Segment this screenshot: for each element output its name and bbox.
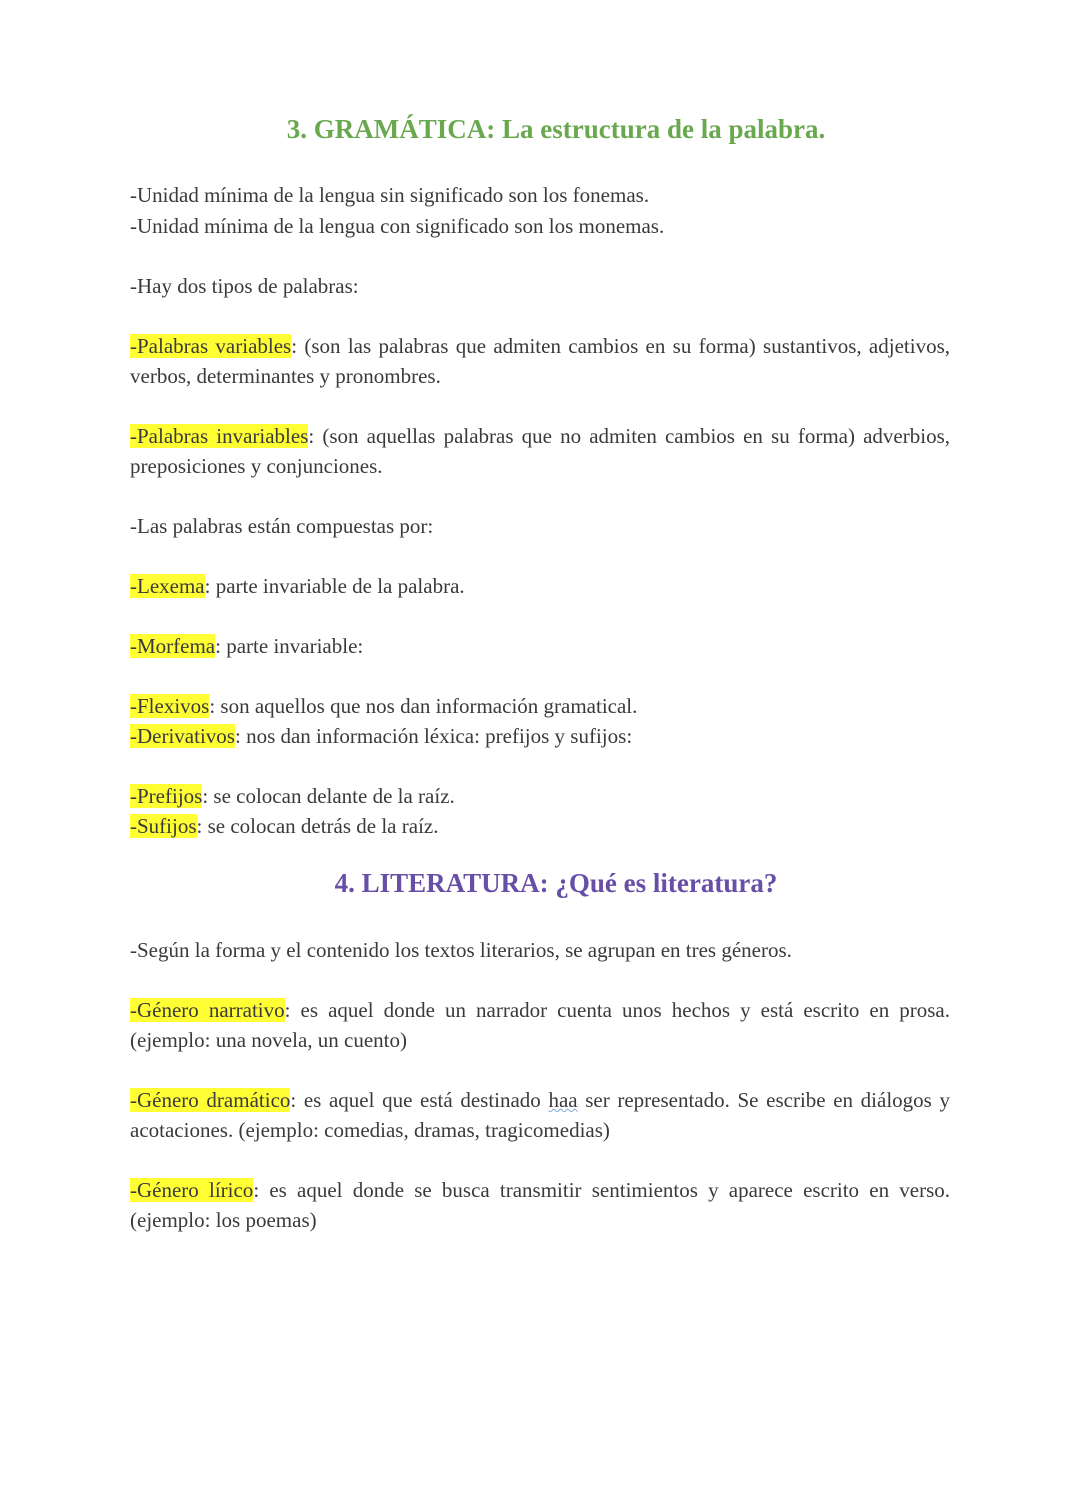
spelling-error-word[interactable]: haa	[548, 1088, 578, 1112]
definition-text: : se colocan delante de la raíz.	[202, 784, 455, 808]
line-fonemas: -Unidad mínima de la lengua sin significado son los fonemas.	[130, 183, 650, 207]
definition-text: : parte invariable:	[215, 634, 364, 658]
highlighted-term: -Género dramático	[130, 1088, 291, 1112]
section-3-heading: 3. GRAMÁTICA: La estructura de la palabra.	[286, 114, 826, 144]
highlighted-term: -Palabras invariables	[130, 424, 309, 448]
highlighted-term: -Género lírico	[130, 1178, 254, 1202]
paragraph-genero-dramatico	[130, 1085, 950, 1145]
paragraph-prefijos	[130, 781, 950, 811]
paragraph-flexivos	[130, 691, 950, 721]
line-generos: -Según la forma y el contenido los textos literarios, se agrupan en tres géneros.	[130, 938, 792, 962]
paragraph-palabras-variables	[130, 331, 950, 391]
highlighted-term: -Palabras variables	[130, 334, 292, 358]
definition-text: : es aquel donde se busca transmitir sentimientos y aparece escrito en verso. (ejemplo: los poemas)	[130, 1178, 950, 1232]
section-4-heading: 4. LITERATURA: ¿Qué es literatura?	[334, 868, 778, 898]
paragraph-lexema	[130, 571, 950, 601]
definition-text: : (son las palabras que admiten cambios en su forma) sustantivos, adjetivos, verbos, determinantes y pronombres.	[130, 334, 950, 388]
paragraph-genero-lirico	[130, 1175, 950, 1235]
highlighted-term: -Prefijos	[130, 784, 203, 808]
definition-text: : se colocan detrás de la raíz.	[196, 814, 439, 838]
highlighted-term: -Flexivos	[130, 694, 210, 718]
line-compuestas: -Las palabras están compuestas por:	[130, 514, 434, 538]
paragraph-sufijos	[130, 811, 950, 841]
line-monemas: -Unidad mínima de la lengua con significado son los monemas.	[130, 214, 665, 238]
definition-text: ser representado. Se escribe en diálogos y acotaciones. (ejemplo: comedias, dramas, tragicomedias)	[130, 1088, 950, 1142]
definition-text: : (son aquellas palabras que no admiten cambios en su forma) adverbios, preposiciones y conjunciones.	[130, 424, 950, 478]
highlighted-term: -Lexema	[130, 574, 205, 598]
definition-text: : nos dan información léxica: prefijos y sufijos:	[234, 724, 633, 748]
definition-text: : parte invariable de la palabra.	[204, 574, 465, 598]
highlighted-term: -Derivativos	[130, 724, 235, 748]
highlighted-term: -Morfema	[130, 634, 216, 658]
definition-text: : son aquellos que nos dan información gramatical.	[209, 694, 638, 718]
paragraph-palabras-invariables	[130, 421, 950, 481]
paragraph-morfema	[130, 631, 950, 661]
paragraph-genero-narrativo	[130, 995, 950, 1055]
line-tipos: -Hay dos tipos de palabras:	[130, 274, 359, 298]
highlighted-term: -Sufijos	[130, 814, 197, 838]
paragraph-derivativos	[130, 721, 950, 751]
definition-text: : es aquel que está destinado	[290, 1088, 549, 1112]
highlighted-term: -Género narrativo	[130, 998, 285, 1022]
definition-text: : es aquel donde un narrador cuenta unos hechos y está escrito en prosa. (ejemplo: una novela, un cuento)	[130, 998, 950, 1052]
